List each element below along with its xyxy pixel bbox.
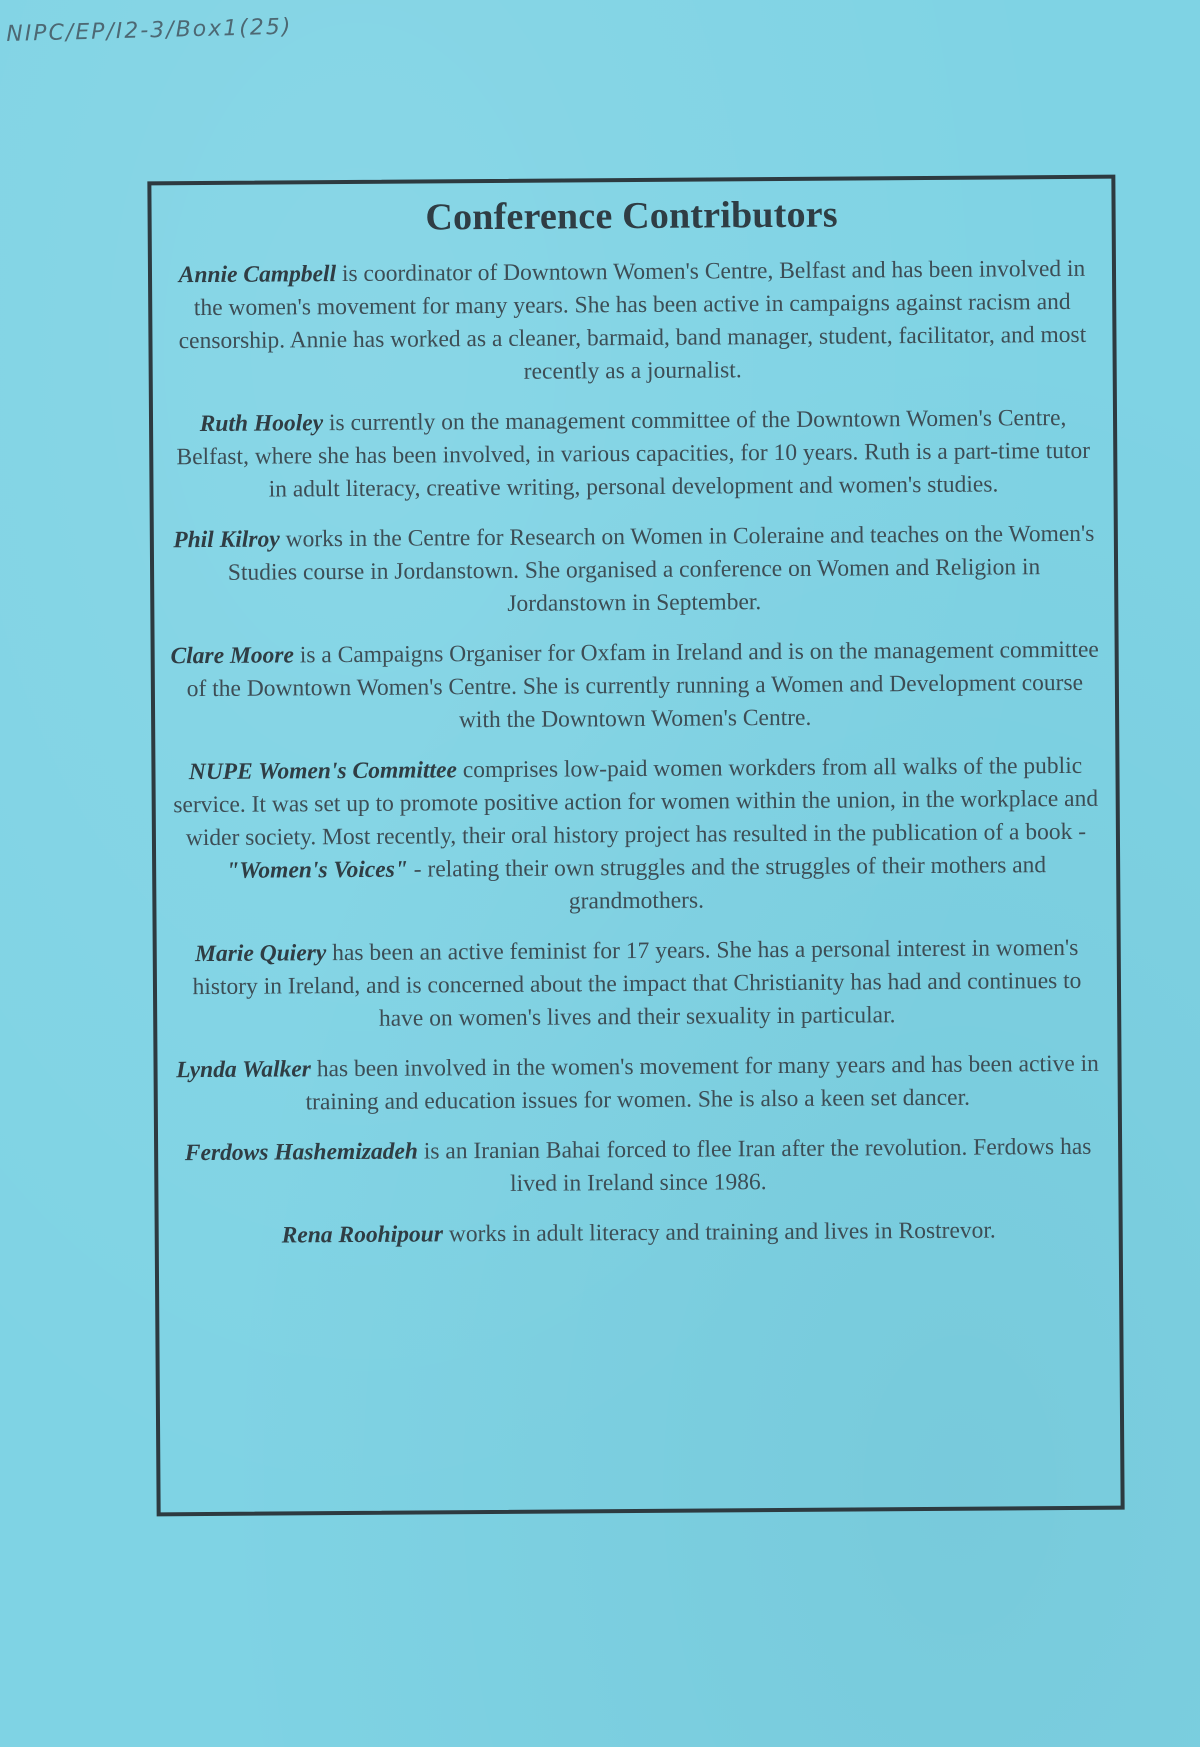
contributor-name: Rena Roohipour [281,1221,444,1249]
contributor-entry [169,634,1102,740]
contributor-entry [169,750,1102,922]
contributor-bio: is a Campaigns Organiser for Oxfam in Ireland and is on the management committee of the Downtown Women's Centre. She is currently running a Women and Development course with the Downtown Women's Centre. [186,636,1099,734]
contributor-list [152,253,1119,1254]
contributor-bio-continued: - relating their own struggles and the struggles of their mothers and grandmothers. [407,852,1047,915]
contributor-bio: works in adult literacy and training and lives in Rostrevor. [442,1217,996,1248]
contributor-name: Ferdows Hashemizadeh [184,1138,419,1167]
contributor-entry [172,1131,1104,1204]
contributor-name: Marie Quiery [195,940,327,968]
contributor-name: NUPE Women's Committee [188,757,457,786]
contributors-box [147,175,1124,1517]
contributor-bio: has been involved in the women's movement for many years and has been active in training and education issues for women. She is also a keen set dancer. [305,1050,1099,1116]
contributor-entry [166,253,1099,392]
contributor-entry [171,932,1104,1038]
contributor-entry [173,1214,1105,1254]
contributor-name: Annie Campbell [178,261,337,289]
contributor-bio: is coordinator of Downtown Women's Centre, Belfast and has been involved in the women's movement for many years. She has been active in campaigns against racism and censorship. Annie has worked as a cleaner, barmaid, band manager, student, facilitator, and most recently as a journalist. [178,255,1087,385]
contributor-entry [167,402,1100,508]
contributor-bio: has been an active feminist for 17 years. She has a personal interest in women's history in Ireland, and is concerned about the impact that Christianity has had and continues to have on women's lives and their sexuality in particular. [192,934,1082,1032]
contributor-bio: is currently on the management committee of the Downtown Women's Centre, Belfast, where she has been involved, in various capacities, for 10 years. Ruth is a part-time tutor in adult literacy, creative writing, personal development and women's studies. [176,404,1091,503]
contributor-name: Ruth Hooley [199,410,324,438]
archive-reference: NIPC/EP/I2-3/Box1(25) [6,14,293,47]
contributor-bio: comprises low-paid women workders from all walks of the public service. It was set up to promote positive action for women within the union, in the workplace and wider society. Most recently, their oral history project has resulted in the publication of a book - [173,752,1099,852]
contributor-name: Lynda Walker [176,1056,312,1084]
contributor-entry [168,518,1101,624]
contributor-name: Clare Moore [170,642,295,670]
contributor-entry [171,1048,1103,1121]
book-title: "Women's Voices" [226,856,408,884]
page-title: Conference Contributors [425,193,838,239]
contributor-name: Phil Kilroy [173,526,280,554]
contributor-bio: is an Iranian Bahai forced to flee Iran after the revolution. Ferdows has lived in Ireland since 1986. [417,1133,1092,1197]
contributor-bio: works in the Centre for Research on Women in Coleraine and teaches on the Women's Studies course in Jordanstown. She organised a conference on Women and Religion in Jordanstown in September. [227,520,1095,617]
